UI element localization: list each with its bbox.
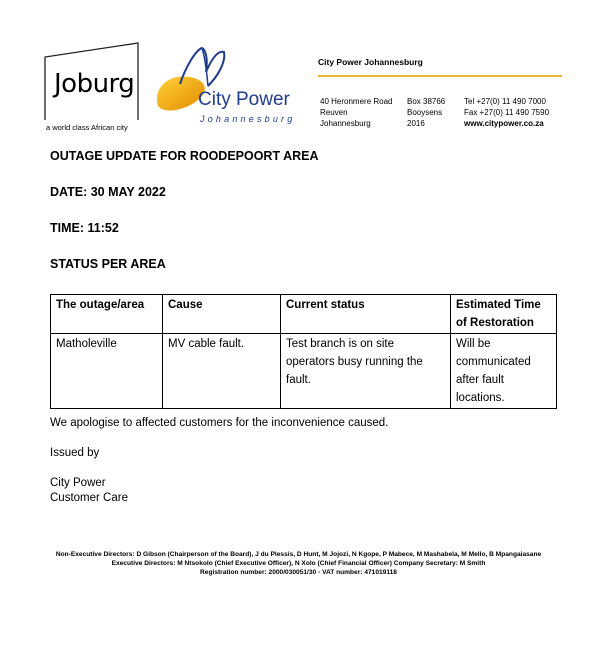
document-time: TIME: 11:52: [50, 221, 119, 235]
table-header-row: [51, 295, 557, 334]
table-cell: Test branch is on site operators busy running the fault.: [281, 334, 451, 409]
joburg-logo-text: Joburg: [54, 69, 135, 99]
status-heading: STATUS PER AREA: [50, 257, 166, 271]
postal-line: Booysens: [407, 108, 443, 117]
document-date: DATE: 30 MAY 2022: [50, 185, 166, 199]
table-header: Estimated Time of Restoration: [451, 295, 557, 334]
address-line: Reuven: [320, 108, 348, 117]
table-header: The outage/area: [51, 295, 163, 334]
footer-exec-directors: Executive Directors: M Ntsokolo (Chief Executive Officer), N Xolo (Chief Financial Officer) Company Secretary: M Smith: [111, 560, 486, 567]
address-line: Johannesburg: [320, 119, 371, 128]
fax-line: Fax +27(0) 11 490 7590: [464, 108, 550, 117]
postal-line: Box 38766: [407, 97, 446, 106]
joburg-logo: [44, 42, 138, 119]
document-title: OUTAGE UPDATE FOR ROODEPOORT AREA: [50, 149, 319, 163]
postal-block: [407, 96, 445, 129]
phone-block: [464, 96, 549, 129]
status-table: [50, 294, 557, 409]
city-power-name: City Power: [198, 89, 290, 110]
address-block: [320, 96, 392, 129]
address-line: 40 Heronmere Road: [320, 97, 393, 106]
header-divider: [318, 75, 562, 77]
table-row: [51, 334, 557, 409]
postal-line: 2016: [407, 119, 425, 128]
signoff-dept: Customer Care: [50, 492, 128, 504]
footer-non-exec-directors: Non-Executive Directors: D Gibson (Chairperson of the Board), J du Plessis, D Hunt, M Jojozi, N Kgope, P Mabece, M Mashabela, M Mello, B Mpangaiasane: [55, 551, 542, 558]
table-header: Cause: [163, 295, 281, 334]
issued-by: Issued by: [50, 447, 100, 459]
company-name: City Power Johannesburg: [318, 57, 423, 67]
website-link[interactable]: www.citypower.co.za: [464, 119, 544, 128]
signoff-org: City Power: [50, 477, 106, 489]
table-cell: Matholeville: [51, 334, 163, 409]
table-cell: MV cable fault.: [163, 334, 281, 409]
footer-registration: Registration number: 2000/030051/30 - VAT number: 471019118: [200, 569, 397, 576]
joburg-tagline: a world class African city: [46, 123, 128, 132]
city-power-subtitle: Johannesburg: [200, 114, 296, 124]
table-cell: Will be communicated after fault locations.: [451, 334, 557, 409]
apology-text: We apologise to affected customers for the inconvenience caused.: [50, 417, 389, 429]
phone-line: Tel +27(0) 11 490 7000: [464, 97, 546, 106]
city-power-logo: [152, 44, 302, 129]
table-header: Current status: [281, 295, 451, 334]
